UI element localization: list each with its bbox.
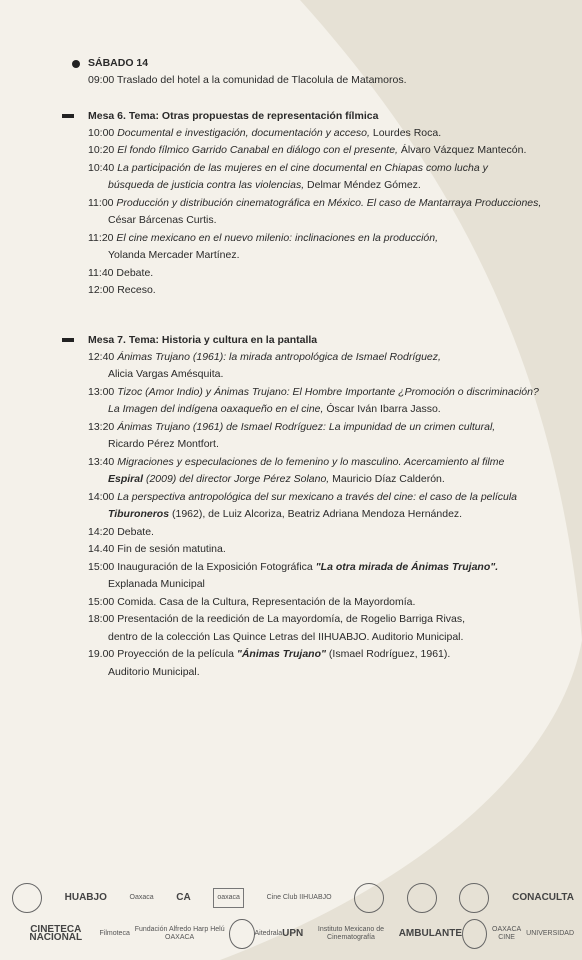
schedule-row: 11:40 Debate. xyxy=(88,266,154,279)
schedule-row: 13:40 Migraciones y especulaciones de lo femenino y lo masculino. Acercamiento al filme xyxy=(88,455,505,468)
universidad-logo: UNIVERSIDAD xyxy=(526,930,574,937)
schedule-row: 12:40 Ánimas Trujano (1961): la mirada antropológica de Ismael Rodríguez, xyxy=(88,350,441,363)
bullet-dash-icon xyxy=(62,114,74,118)
harp-helu-logo: Fundación Alfredo Harp Helú OAXACA xyxy=(134,926,225,941)
schedule-row: 18:00 Presentación de la reedición de La mayordomía, de Rogelio Barriga Rivas, xyxy=(88,613,466,625)
filmoteca-logo: Filmoteca xyxy=(99,930,130,937)
program-content xyxy=(60,55,575,681)
schedule-row-continuation: Espiral (2009) del director Jorge Pérez Solano, Mauricio Díaz Calderón. xyxy=(108,473,445,485)
shield-logo xyxy=(354,883,384,913)
schedule-row-continuation: Yolanda Mercader Martínez. xyxy=(108,249,240,261)
schedule-row: 14.40 Fin de sesión matutina. xyxy=(88,543,226,555)
aitedrala-logo: Aitedrala xyxy=(254,930,283,937)
schedule-row-continuation: Auditorio Municipal. xyxy=(108,665,200,678)
schedule-row: 10:20 El fondo fílmico Garrido Canabal en diálogo con el presente, Álvaro Vázquez Mantecón. xyxy=(88,144,527,156)
conaculta-logo: CONACULTA xyxy=(512,892,574,903)
schedule-row: 15:00 Inauguración de la Exposición Fotográfica "La otra mirada de Ánimas Trujano". xyxy=(88,560,499,573)
schedule-row: 09:00 Traslado del hotel a la comunidad de Tlacolula de Matamoros. xyxy=(88,74,407,86)
seal-logo xyxy=(12,883,42,913)
schedule-row: 10:00 Documental e investigación, documentación y acceso, Lourdes Roca. xyxy=(88,126,442,139)
schedule-row: 11:00 Producción y distribución cinematográfica en México. El caso de Mantarraya Producciones, xyxy=(88,196,542,209)
schedule-row-continuation: dentro de la colección Las Quince Letras del IIHUABJO. Auditorio Municipal. xyxy=(108,630,464,643)
emblem-logo xyxy=(407,883,437,913)
mesa6-heading: Mesa 6. Tema: Otras propuestas de representación fílmica xyxy=(60,108,575,125)
sponsor-logos xyxy=(12,880,574,952)
oaxaca-cine-logo: OAXACA CINE xyxy=(492,926,522,941)
bullet-dash-icon xyxy=(62,338,74,342)
schedule-row-continuation: Alicia Vargas Amésquita. xyxy=(108,368,224,380)
schedule-row: 10:40 La participación de las mujeres en el cine documental en Chiapas como lucha y xyxy=(88,161,488,174)
schedule-row-continuation: La Imagen del indígena oaxaqueño en el cine, Óscar Iván Ibarra Jasso. xyxy=(108,403,441,415)
oaxaca-gov-logo: oaxaca xyxy=(213,888,244,908)
schedule-row: 11:20 El cine mexicano en el nuevo milenio: inclinaciones en la producción, xyxy=(88,231,439,244)
schedule-row: 14:20 Debate. xyxy=(88,525,154,538)
logo-row-1 xyxy=(12,880,574,916)
cine-club-logo: Cine Club IIHUABJO xyxy=(266,894,332,901)
ambulante-logo: AMBULANTE xyxy=(398,928,463,939)
schedule-row-continuation: búsqueda de justicia contra las violencias, Delmar Méndez Gómez. xyxy=(108,179,421,191)
unam-logo xyxy=(459,883,489,913)
schedule-row-continuation: Ricardo Pérez Montfort. xyxy=(108,438,219,450)
arch-logo xyxy=(229,919,254,949)
round-logo xyxy=(462,919,487,949)
schedule-row: 19.00 Proyección de la película "Ánimas Trujano" (Ismael Rodríguez, 1961). xyxy=(88,648,451,660)
schedule-row-continuation: César Bárcenas Curtis. xyxy=(108,214,217,226)
schedule-row-continuation: Explanada Municipal xyxy=(108,578,205,590)
imcine-logo: Instituto Mexicano de Cinematografía xyxy=(317,926,385,941)
logo-row-2 xyxy=(12,916,574,952)
schedule-row: 13:20 Ánimas Trujano (1961) de Ismael Rodríguez: La impunidad de un crimen cultural, xyxy=(88,420,496,433)
mesa7-heading: Mesa 7. Tema: Historia y cultura en la pantalla xyxy=(60,332,575,349)
schedule-row: 12:00 Receso. xyxy=(88,284,156,296)
oaxaca-logo: Oaxaca xyxy=(129,894,154,901)
schedule-row: 14:00 La perspectiva antropológica del sur mexicano a través del cine: el caso de la película xyxy=(88,490,518,503)
cineteca-logo: CINETECA NACIONAL xyxy=(29,924,83,943)
schedule-row-continuation: Tiburoneros (1962), de Luiz Alcoriza, Beatriz Adriana Mendoza Hernández. xyxy=(108,508,463,520)
huabjo-logo: HUABJO xyxy=(64,892,107,903)
bullet-dot-icon xyxy=(72,60,80,68)
upn-logo: UPN xyxy=(282,928,304,939)
schedule-row: 13:00 Tizoc (Amor Indio) y Ánimas Trujano: El Hombre Importante ¿Promoción o discriminación? xyxy=(88,385,539,398)
ca-logo: CA xyxy=(176,892,191,903)
day-heading: SÁBADO 14 xyxy=(60,55,575,72)
schedule-row: 15:00 Comida. Casa de la Cultura, Representación de la Mayordomía. xyxy=(88,595,416,608)
